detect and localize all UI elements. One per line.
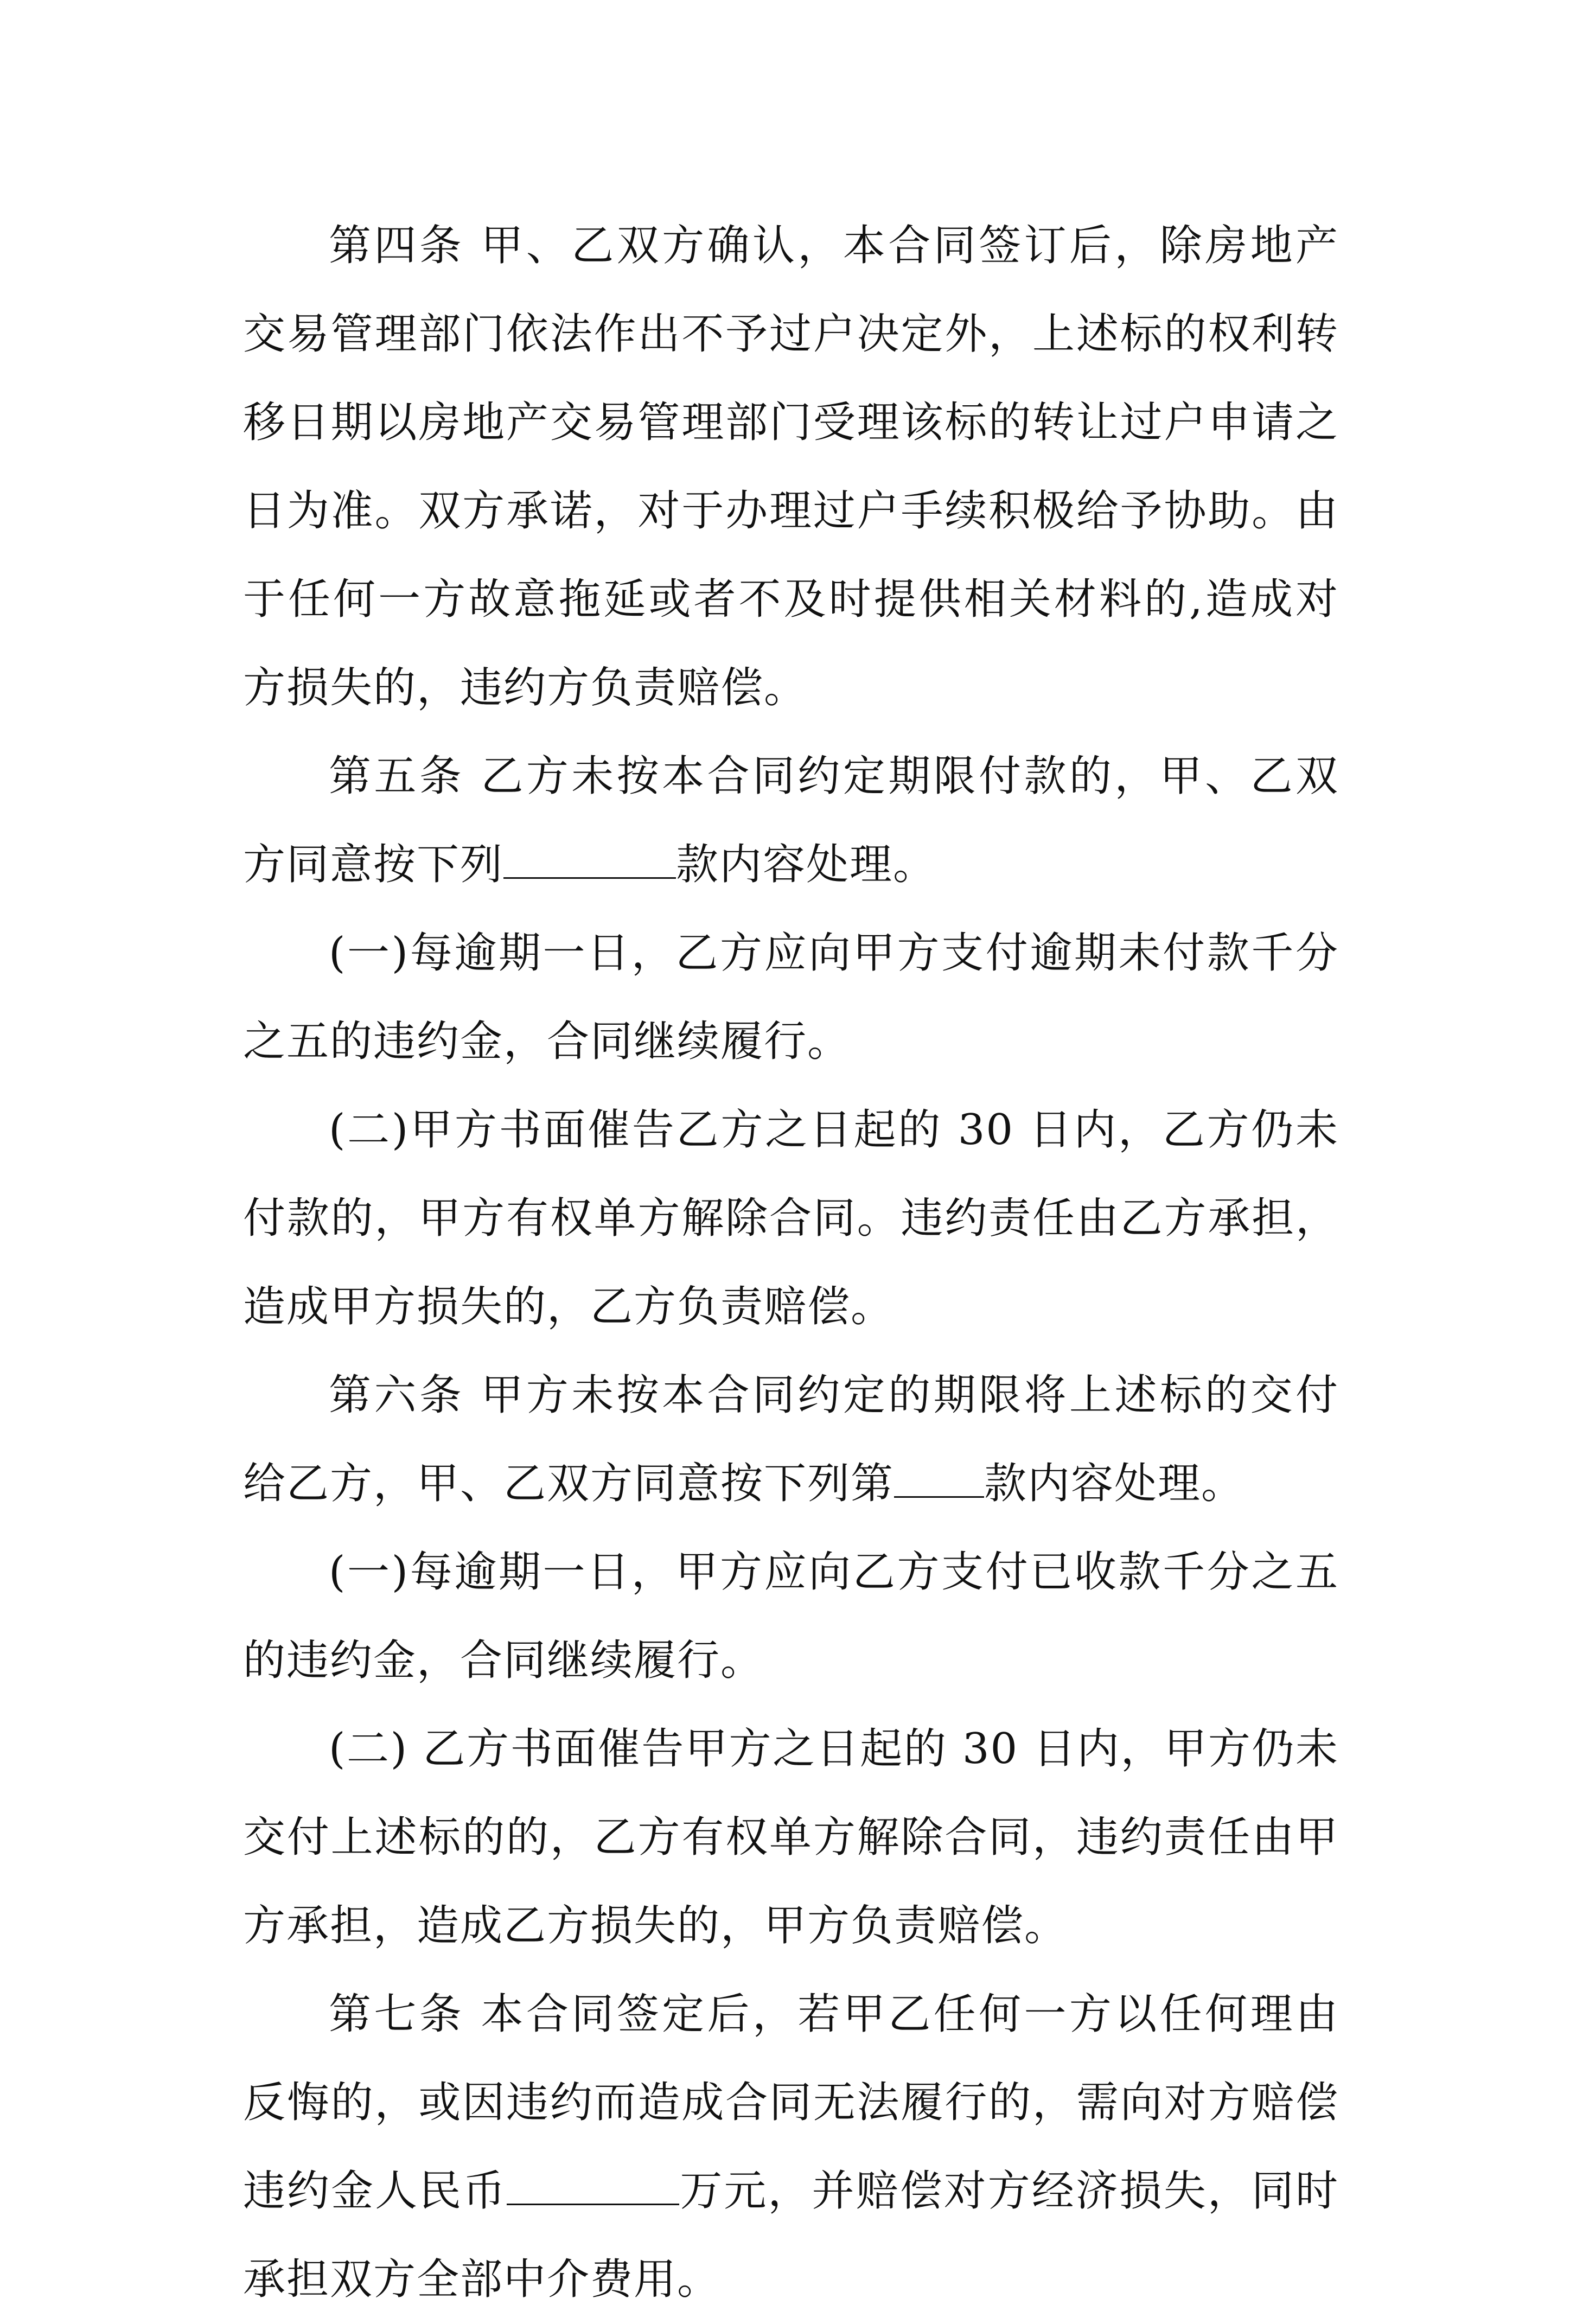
article-5-paragraph bbox=[243, 732, 1339, 909]
article-6-paragraph bbox=[243, 1351, 1339, 1528]
article-6-item-1-paragraph: (一)每逾期一日，甲方应向乙方支付已收款千分之五的违约金，合同继续履行。 bbox=[243, 1548, 1339, 1685]
article-5-item-2-paragraph: (二)甲方书面催告乙方之日起的 30 日内，乙方仍未付款的，甲方有权单方解除合同。违约责任由乙方承担，造成甲方损失的，乙方负责赔偿。 bbox=[243, 1106, 1339, 1331]
article-5-blank-field[interactable] bbox=[503, 842, 676, 879]
article-5-item-1-paragraph: (一)每逾期一日，乙方应向甲方支付逾期未付款千分之五的违约金，合同继续履行。 bbox=[243, 929, 1339, 1066]
article-6-blank-field[interactable] bbox=[894, 1461, 984, 1498]
article-6-text-before: 第六条 甲方未按本合同约定的期限将上述标的交付给乙方，甲、乙双方同意按下列第 bbox=[243, 1371, 1339, 1508]
article-6-item-2-paragraph: (二) 乙方书面催告甲方之日起的 30 日内，甲方仍未交付上述标的的，乙方有权单方解除合同，违约责任由甲方承担，造成乙方损失的，甲方负责赔偿。 bbox=[243, 1725, 1339, 1950]
article-5-text-before: 第五条 乙方未按本合同约定期限付款的，甲、乙双方同意按下列 bbox=[243, 752, 1339, 889]
article-7-text-after: 万元，并赔偿对方经济损失，同时承担双方全部中介费用。 bbox=[243, 2167, 1339, 2304]
article-6-text-after: 款内容处理。 bbox=[984, 1459, 1245, 1508]
article-4-paragraph: 第四条 甲、乙双方确认，本合同签订后，除房地产交易管理部门依法作出不予过户决定外，上述标的权利转移日期以房地产交易管理部门受理该标的转让过户申请之日为准。双方承诺，对于办理过户手续积极给予协助。由于任何一方故意拖延或者不及时提供相关材料的,造成对方损失的，违约方负责赔偿。 bbox=[243, 221, 1339, 712]
article-7-text-before: 第七条 本合同签定后，若甲乙任何一方以任何理由反悔的，或因违约而造成合同无法履行的，需向对方赔偿违约金人民币 bbox=[243, 1990, 1339, 2216]
article-7-amount-blank-field[interactable] bbox=[507, 2169, 679, 2205]
article-5-text-after: 款内容处理。 bbox=[676, 840, 937, 889]
document-body bbox=[243, 202, 1339, 2324]
article-7-paragraph bbox=[243, 1970, 1339, 2324]
